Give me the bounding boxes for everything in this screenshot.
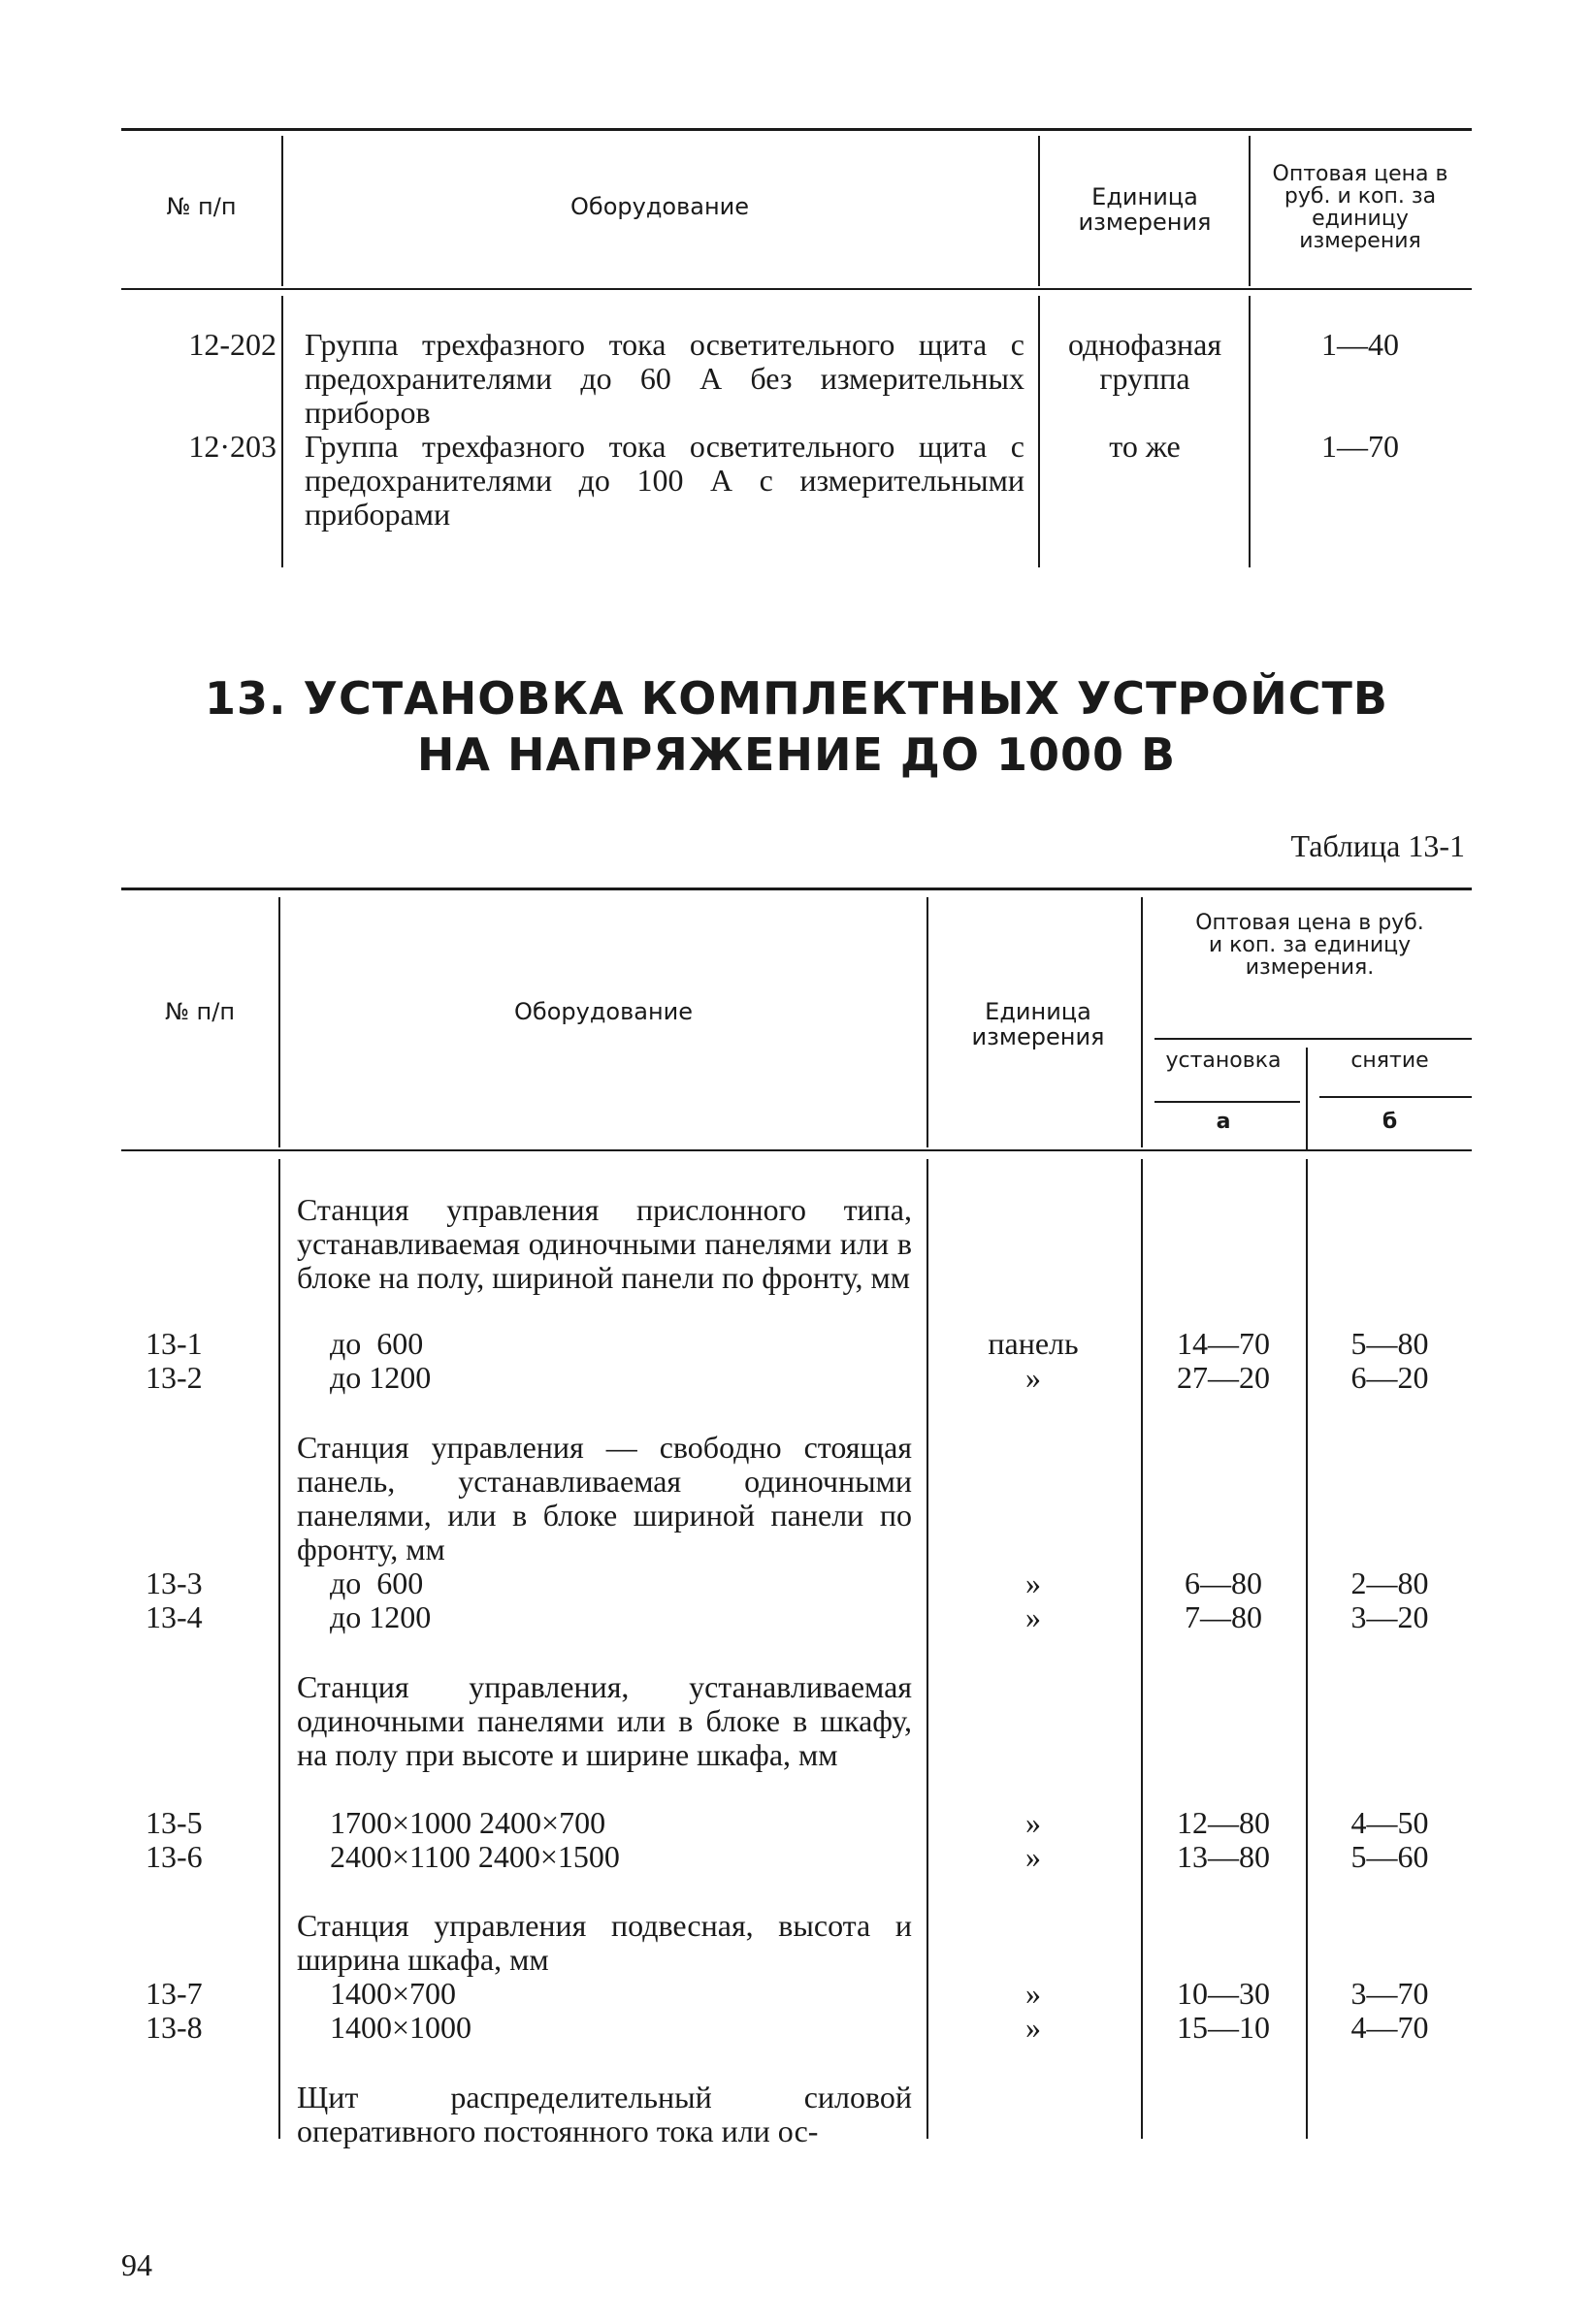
table-1-header-num: № п/п: [166, 193, 237, 220]
table-1-col-divider: [281, 296, 283, 567]
table-2-header-unit: Единица измерения: [971, 998, 1105, 1050]
table-2-row-size: 1400×1000: [330, 2010, 472, 2045]
table-2-col-divider: [278, 1159, 280, 2139]
section-title-line-1: 13. УСТАНОВКА КОМПЛЕКТНЫХ УСТРОЙСТВ: [205, 672, 1388, 725]
table-1-header-unit: Единица измерения: [1078, 183, 1212, 236]
table-2-header-num: № п/п: [164, 998, 236, 1025]
table-2-row-install: 7—80: [1185, 1599, 1262, 1634]
table-2-col-divider: [1306, 1048, 1308, 1149]
table-2-row-remove: 4—70: [1350, 2010, 1429, 2045]
table-1-row-num: 12-202: [188, 327, 276, 362]
table-1-row-price: 1—40: [1321, 327, 1399, 362]
table-2-row-num: 13-8: [146, 2010, 203, 2045]
table-2-row-unit: »: [1025, 1976, 1041, 2011]
table-2-row-unit: »: [1025, 1360, 1041, 1395]
table-1-col-divider: [1249, 296, 1251, 567]
table-1-row-desc: Группа трехфазного тока осветительного щита с предохранителями до 100 А с измерительными приборами: [305, 429, 1024, 532]
table-2-row-unit: »: [1025, 1599, 1041, 1634]
table-2-row-install: 27—20: [1177, 1360, 1270, 1395]
table-2-row-remove: 5—80: [1350, 1326, 1429, 1361]
table-2-row-remove: 6—20: [1350, 1360, 1429, 1395]
table-2-row-remove: 3—70: [1350, 1976, 1429, 2011]
table-1-col-divider: [1249, 136, 1251, 286]
table-2-header-rule: [121, 1149, 1472, 1151]
table-2-col-divider: [1141, 1159, 1143, 2139]
table-2-group-desc: Станция управления прислонного типа, устанавливаемая одиночными панелями или в блоке на полу, шириной панели по фронту, мм: [297, 1192, 912, 1295]
table-1-row-num: 12·203: [188, 429, 276, 464]
table-2-row-install: 13—80: [1177, 1839, 1270, 1874]
table-2-row-remove: 3—20: [1350, 1599, 1429, 1634]
table-2-subheader-rule: [1154, 1038, 1472, 1040]
table-1-col-divider: [1038, 296, 1040, 567]
table-2-row-install: 10—30: [1177, 1976, 1270, 2011]
table-2-row-size: 1400×700: [330, 1976, 457, 2011]
table-2-row-install: 15—10: [1177, 2010, 1270, 2045]
table-2-row-size: 1700×1000 2400×700: [330, 1805, 606, 1840]
table-2-row-unit: »: [1025, 1805, 1041, 1840]
table-2-group-desc: Станция управления подвесная, высота и ширина шкафа, мм: [297, 1908, 912, 1977]
table-2-col-divider: [1141, 897, 1143, 1147]
table-2-subheader-rule: [1154, 1101, 1300, 1103]
table-2-row-install: 12—80: [1177, 1805, 1270, 1840]
table-2-row-size: до 1200: [330, 1360, 432, 1395]
table-2-row-remove: 4—50: [1350, 1805, 1429, 1840]
table-2-row-num: 13-5: [146, 1805, 203, 1840]
table-2-header-install: установка: [1165, 1049, 1282, 1073]
table-1-col-divider: [281, 136, 283, 286]
table-1-header-price: Оптовая цена в руб. и коп. за единицу измерения: [1272, 162, 1448, 253]
table-2-col-divider: [1306, 1159, 1308, 2139]
table-2-group-desc: Станция управления, устанавливаемая одиночными панелями или в блоке в шкафу, на полу при высоте и ширине шкафа, мм: [297, 1669, 912, 1772]
table-1-col-divider: [1038, 136, 1040, 286]
table-1-header-rule: [121, 288, 1472, 290]
table-2-group-desc: Щит распределительный силовой оперативного постоянного тока или ос-: [297, 2080, 912, 2148]
table-2-row-size: до 1200: [330, 1599, 432, 1634]
table-2-row-num: 13-4: [146, 1599, 203, 1634]
table-1-row-price: 1—70: [1321, 429, 1399, 464]
table-1-top-rule: [121, 128, 1472, 131]
table-2-col-divider: [927, 1159, 928, 2139]
table-2-subheader-rule: [1319, 1096, 1472, 1098]
table-2-top-rule: [121, 888, 1472, 890]
table-2-header-col-a: а: [1216, 1110, 1231, 1134]
table-2-header-col-b: б: [1382, 1110, 1398, 1134]
table-1-row-unit: однофазная группа: [1067, 327, 1222, 396]
table-2-row-remove: 5—60: [1350, 1839, 1429, 1874]
table-2-row-size: до 600: [330, 1565, 424, 1600]
table-2-row-size: до 600: [330, 1326, 424, 1361]
table-2-group-desc: Станция управления — свободно стоящая панель, устанавливаемая одиночными панелями, или в блоке шириной панели по фронту, мм: [297, 1430, 912, 1566]
table-label: Таблица 13-1: [1290, 828, 1465, 863]
table-2-row-install: 14—70: [1177, 1326, 1270, 1361]
table-2-col-divider: [927, 897, 928, 1147]
table-2-row-num: 13-2: [146, 1360, 203, 1395]
table-1-header-equipment: Оборудование: [570, 193, 749, 220]
table-2-row-unit: »: [1025, 1565, 1041, 1600]
page-number: 94: [121, 2247, 152, 2282]
table-2-row-install: 6—80: [1185, 1565, 1262, 1600]
table-2-row-size: 2400×1100 2400×1500: [330, 1839, 620, 1874]
table-2-row-unit: »: [1025, 1839, 1041, 1874]
table-2-row-num: 13-7: [146, 1976, 203, 2011]
table-2-row-num: 13-6: [146, 1839, 203, 1874]
section-title-line-2: НА НАПРЯЖЕНИЕ ДО 1000 В: [416, 728, 1177, 781]
table-2-row-remove: 2—80: [1350, 1565, 1429, 1600]
table-2-row-num: 13-3: [146, 1565, 203, 1600]
table-2-header-remove: снятие: [1350, 1049, 1429, 1073]
table-1-row-desc: Группа трехфазного тока осветительного щита с предохранителями до 60 А без измерительных приборов: [305, 327, 1024, 430]
table-2-header-price: Оптовая цена в руб. и коп. за единицу измерения.: [1195, 911, 1424, 980]
table-2-row-unit: »: [1025, 2010, 1041, 2045]
table-2-row-unit: панель: [988, 1326, 1079, 1361]
table-1-row-unit: то же: [1109, 429, 1181, 464]
table-2-header-equipment: Оборудование: [514, 998, 693, 1025]
table-2-col-divider: [278, 897, 280, 1147]
table-2-row-num: 13-1: [146, 1326, 203, 1361]
